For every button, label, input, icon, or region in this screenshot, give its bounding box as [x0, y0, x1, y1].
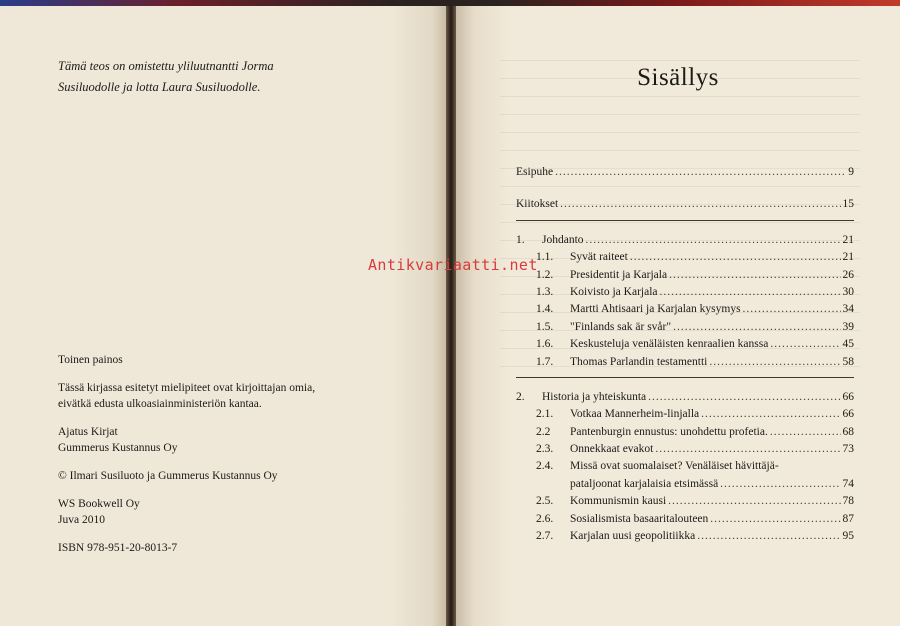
edition-note: Toinen painos [58, 354, 123, 366]
dedication [58, 56, 358, 98]
toc-section [516, 513, 854, 530]
toc-page-number: 21 [842, 251, 854, 264]
toc-chapter-2 [516, 391, 854, 408]
book-gutter [446, 6, 456, 626]
printer-line: Juva 2010 [58, 514, 105, 526]
toc-entry-kiitokset [516, 198, 854, 215]
dot-leader [660, 286, 841, 298]
toc-section [516, 530, 854, 547]
dot-leader [555, 166, 846, 178]
toc-entry-title: Thomas Parlandin testamentti [570, 355, 708, 368]
toc-section [516, 303, 854, 320]
dot-leader [586, 234, 841, 246]
toc-chapter-1 [516, 234, 854, 251]
dot-leader [648, 391, 840, 403]
toc-entry-title: pataljoonat karjalaisia etsimässä [570, 477, 719, 490]
divider [516, 220, 854, 221]
disclaimer [58, 380, 378, 412]
toc-section-continued [516, 478, 854, 495]
toc-entry-title: Historia ja yhteiskunta [542, 390, 647, 403]
toc-number: 1.1. [536, 251, 554, 264]
toc-page-number: 15 [842, 198, 854, 211]
toc-section [516, 251, 854, 268]
toc-entry-title: Johdanto [542, 233, 584, 246]
toc-page-number: 95 [842, 530, 854, 543]
publisher-line: Ajatus Kirjat [58, 426, 118, 438]
toc-section [516, 321, 854, 338]
dot-leader [720, 478, 840, 490]
toc-number: 2.2 [536, 425, 551, 438]
toc-entry-title: Kiitokset [516, 198, 559, 211]
printer-line: WS Bookwell Oy [58, 498, 140, 510]
toc-page-number: 9 [848, 166, 854, 178]
toc-section [516, 408, 854, 425]
toc-number: 1.4. [536, 303, 554, 316]
toc-page-number: 21 [842, 233, 854, 246]
toc-entry-title: "Finlands sak är svår" [570, 320, 672, 333]
dot-leader [770, 338, 840, 350]
toc-number: 1.6. [536, 338, 554, 351]
printer [58, 496, 378, 528]
toc-entry-title: Presidentit ja Karjala [570, 268, 668, 281]
dot-leader [701, 408, 840, 420]
watermark: Antikvariaatti.net [368, 256, 538, 274]
publisher [58, 424, 378, 456]
toc-number: 2. [516, 390, 525, 403]
toc-number: 1. [516, 233, 525, 246]
publisher-line: Gummerus Kustannus Oy [58, 442, 178, 454]
table-of-contents [516, 166, 854, 547]
dot-leader [697, 530, 840, 542]
toc-section [516, 269, 854, 286]
dedication-line: Tämä teos on omistettu yliluutnantti Jorma [58, 59, 274, 73]
toc-entry-title: Onnekkaat evakot [570, 443, 654, 456]
toc-section [516, 356, 854, 373]
toc-section [516, 495, 854, 512]
dot-leader [673, 321, 840, 333]
toc-page-number: 87 [842, 512, 854, 525]
disclaimer-line: Tässä kirjassa esitetyt mielipiteet ovat kirjoittajan omia, [58, 382, 316, 394]
toc-page-number: 39 [842, 320, 854, 333]
toc-entry-title: Votkaa Mannerheim-linjalla [570, 408, 700, 421]
toc-entry-title: Missä ovat suomalaiset? Venäläiset hävittäjä- [570, 460, 779, 473]
dedication-line: Susiluodolle ja lotta Laura Susiluodolle. [58, 80, 261, 94]
toc-page-number: 73 [842, 443, 854, 456]
toc-page-number: 34 [842, 303, 854, 316]
toc-entry-title: Esipuhe [516, 166, 554, 178]
toc-number: 2.1. [536, 408, 554, 421]
toc-page-number: 78 [842, 495, 854, 508]
dot-leader [655, 443, 840, 455]
toc-page-number: 66 [842, 408, 854, 421]
toc-entry-title: Martti Ahtisaari ja Karjalan kysymys [570, 303, 741, 316]
toc-number: 2.4. [536, 460, 554, 473]
toc-entry-title: Koivisto ja Karjala [570, 285, 658, 298]
toc-entry-title: Keskusteluja venäläisten kenraalien kanssa [570, 338, 769, 351]
toc-section [516, 443, 854, 460]
toc-entry-title: Karjalan uusi geopolitiikka [570, 530, 696, 543]
dot-leader [630, 251, 841, 263]
toc-page-number: 26 [842, 268, 854, 281]
toc-page-number: 30 [842, 285, 854, 298]
isbn: ISBN 978-951-20-8013-7 [58, 542, 178, 554]
toc-entry-esipuhe [516, 166, 854, 183]
toc-number: 2.5. [536, 495, 554, 508]
toc-number: 1.7. [536, 355, 554, 368]
toc-entry-title: Kommunismin kausi [570, 495, 667, 508]
toc-number: 1.2. [536, 268, 554, 281]
toc-entry-title: Syvät raiteet [570, 251, 628, 264]
copyright-notice: © Ilmari Susiluoto ja Gummerus Kustannus Oy [58, 470, 278, 482]
toc-section [516, 338, 854, 355]
disclaimer-line: eivätkä edusta ulkoasiainministeriön kantaa. [58, 398, 262, 410]
toc-number: 2.3. [536, 443, 554, 456]
divider [516, 377, 854, 378]
dot-leader [560, 198, 840, 210]
dot-leader [710, 513, 840, 525]
dot-leader [669, 269, 840, 281]
imprint-block [58, 352, 378, 568]
toc-section [516, 460, 854, 477]
toc-page-number: 45 [842, 338, 854, 351]
toc-page-number: 74 [842, 477, 854, 490]
toc-number: 2.6. [536, 512, 554, 525]
dot-leader [709, 356, 840, 368]
toc-section [516, 286, 854, 303]
toc-page-number: 68 [842, 425, 854, 438]
toc-number: 2.7. [536, 530, 554, 543]
toc-page-number: 66 [842, 390, 854, 403]
dot-leader [668, 495, 840, 507]
toc-number: 1.3. [536, 285, 554, 298]
dot-leader [743, 303, 841, 315]
toc-section [516, 426, 854, 443]
toc-entry-title: Sosialismista basaaritalouteen [570, 512, 709, 525]
toc-entry-title: Pantenburgin ennustus: unohdettu profetia. [570, 425, 768, 438]
dot-leader [770, 426, 841, 438]
toc-page-number: 58 [842, 355, 854, 368]
toc-number: 1.5. [536, 320, 554, 333]
toc-heading: Sisällys [637, 64, 719, 91]
